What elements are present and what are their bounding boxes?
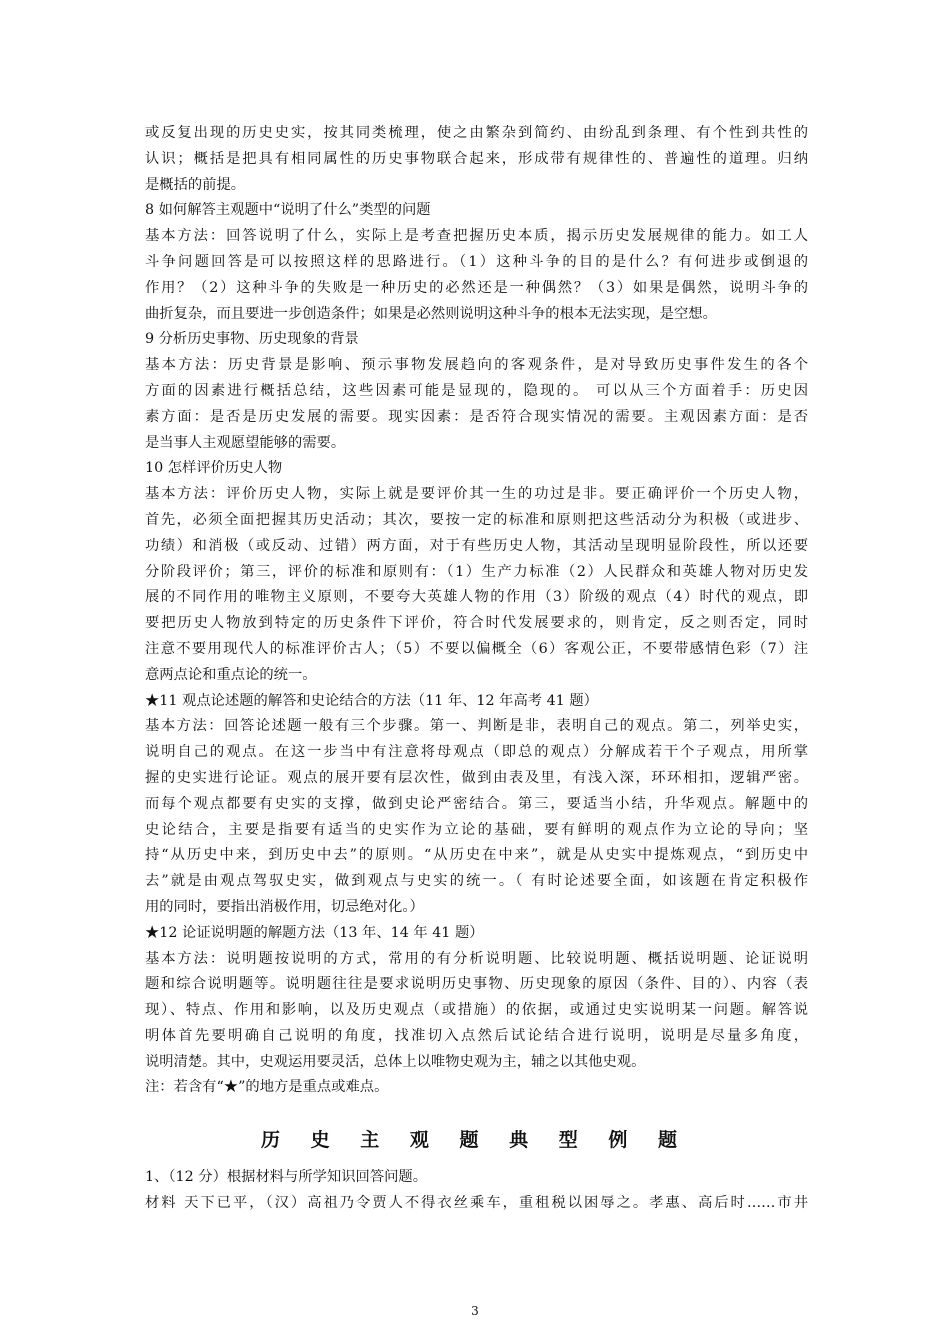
text-line: 握的史实进行论证。观点的展开要有层次性，做到由表及里，有浅入深，环环相扣，逻辑严密。 (145, 769, 808, 786)
text-line: 是当事人主观愿望能够的需要。 (145, 434, 346, 451)
text-line: 注：若含有“★”的地方是重点或难点。 (145, 1079, 389, 1096)
text-line: 而每个观点都要有史实的支撑，做到史论严密结合。第三，要适当小结，升华观点。解题中的 (145, 795, 808, 812)
text-line: 基本方法：历史背景是影响、预示事物发展趋向的客观条件，是对导致历史事件发生的各个 (145, 357, 808, 374)
text-line: 8 如何解答主观题中“说明了什么”类型的问题 (145, 202, 431, 219)
text-line: 史论结合，主要是指要有适当的史实作为立论的基础，要有鲜明的观点作为立论的导向；坚 (145, 821, 808, 838)
text-line: 明体首先要明确自己说明的角度，找准切入点然后试论结合进行说明，说明是尽量多角度， (145, 1027, 808, 1044)
text-line: ★12 论证说明题的解题方法（13 年、14 年 41 题） (145, 924, 484, 941)
text-line: 用的同时，要指出消极作用，切忌绝对化。） (145, 898, 424, 915)
question-text (145, 1165, 808, 1217)
text-line: 展的不同作用的唯物主义原则，不要夸大英雄人物的作用（3）阶级的观点（4）时代的观点，即 (145, 589, 808, 606)
text-line: 分阶段评价；第三，评价的标准和原则有：（1）生产力标准（2）人民群众和英雄人物对历史发 (145, 563, 808, 580)
text-line: 方面的因素进行概括总结，这些因素可能是显现的，隐现的。 可以从三个方面着手：历史因 (145, 382, 808, 399)
text-line: 素方面：是否是历史发展的需要。现实因素：是否符合现实情况的需要。主观因素方面：是否 (145, 408, 808, 425)
text-line: 说明清楚。其中，史观运用要灵活，总体上以唯物史观为主，辅之以其他史观。 (145, 1053, 646, 1070)
text-line: 9 分析历史事物、历史现象的背景 (145, 331, 359, 348)
text-line: 功绩）和消极（或反动、过错）两方面，对于有些历史人物，其活动呈现明显阶段性，所以还要 (145, 537, 808, 554)
page-number: 3 (471, 1304, 479, 1318)
text-line: 意两点论和重点论的统一。 (145, 666, 317, 683)
text-line: 注意不要用现代人的标准评价古人；（5）不要以偏概全（6）客观公正，不要带感情色彩（7）注 (145, 640, 808, 657)
text-line: ★11 观点论述题的解答和史论结合的方法（11 年、12 年高考 41 题） (145, 692, 598, 709)
text-line: 要把历史人物放到特定的历史条件下评价，符合时代发展要求的，则肯定，反之则否定，同时 (145, 615, 808, 632)
text-line: 现）、特点、作用和影响，以及历史观点（或措施）的依据，或通过史实说明某一问题。解答说 (145, 1002, 808, 1019)
text-line: 是概括的前提。 (145, 176, 246, 193)
text-line: 说明自己的观点。在这一步当中有注意将母观点（即总的观点）分解成若干个子观点，用所掌 (145, 744, 808, 761)
text-line: 持“从历史中来，到历史中去”的原则。“从历史在中来”，就是从史实中提炼观点，“到历史中 (145, 847, 808, 864)
text-line: 基本方法：说明题按说明的方式，常用的有分析说明题、比较说明题、概括说明题、论证说明 (145, 950, 808, 967)
text-line: 基本方法：回答论述题一般有三个步骤。第一、判断是非，表明自己的观点。第二，列举史实， (145, 718, 808, 735)
text-line: 基本方法：评价历史人物，实际上就是要评价其一生的功过是非。要正确评价一个历史人物， (145, 486, 808, 503)
text-line: 题和综合说明题等。说明题往往是要求说明历史事物、历史现象的原因（条件、目的）、内容（表 (145, 976, 808, 993)
question-line: 1、（12 分）根据材料与所学知识回答问题。 (145, 1169, 428, 1185)
text-line: 去”就是由观点驾驭史实，做到观点与史实的统一。（ 有时论述要全面，如该题在肯定积极作 (145, 873, 808, 890)
text-line: 10 怎样评价历史人物 (145, 460, 283, 477)
text-line: 首先，必须全面把握其历史活动；其次，要按一定的标准和原则把这些活动分为积极（或进步、 (145, 511, 808, 528)
text-line: 或反复出现的历史史实，按其同类梳理，使之由繁杂到简约、由纷乱到条理、有个性到共性的 (145, 125, 808, 141)
text-line: 曲折复杂，而且要进一步创造条件；如果是必然则说明这种斗争的根本无法实现，是空想。 (145, 305, 717, 322)
text-line: 认识；概括是把具有相同属性的历史事物联合起来，形成带有规律性的、普遍性的道理。归纳 (145, 150, 808, 167)
text-line: 斗争问题回答是可以按照这样的思路进行。（1）这种斗争的目的是什么？有何进步或倒退的 (145, 253, 808, 270)
question-line: 材料 天下已平，（汉）高祖乃令贾人不得衣丝乘车，重租税以困辱之。孝惠、高后时……市井 (145, 1194, 808, 1211)
text-line: 作用？（2）这种斗争的失败是一种历史的必然还是一种偶然？（3）如果是偶然，说明斗争的 (145, 279, 808, 296)
body-text (145, 121, 808, 1101)
section-title: 历 史 主 观 题 典 型 例 题 (261, 1129, 689, 1151)
text-line: 基本方法：回答说明了什么，实际上是考查把握历史本质，揭示历史发展规律的能力。如工人 (145, 228, 808, 245)
